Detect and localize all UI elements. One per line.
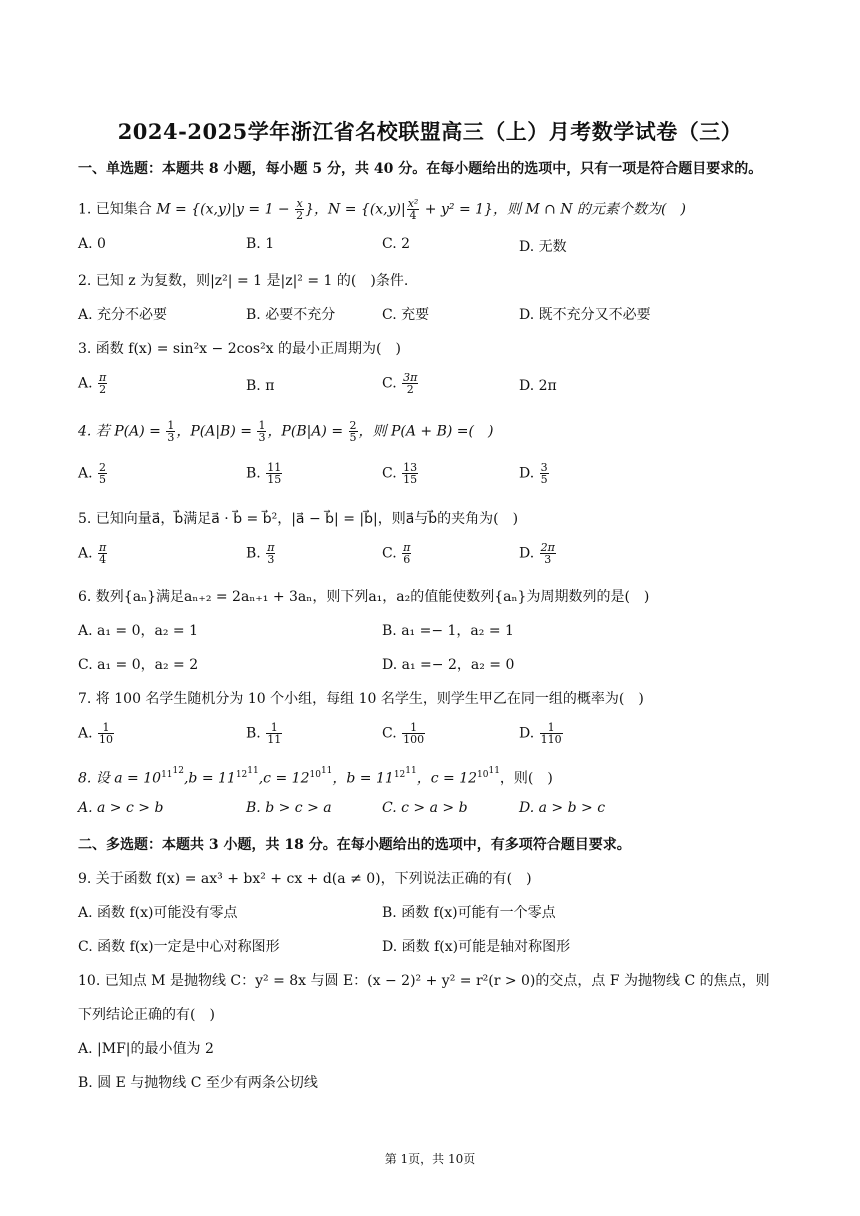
section-multi-choice: 二、多选题：本题共 3 小题，共 18 分。在每小题给出的选项中，有多项符合题目要求。 (78, 837, 631, 853)
q1-option-c: C. 2 (382, 236, 411, 252)
q7-option-c: C. $\frac{1}{100}$ (382, 721, 425, 746)
q10-option-a: A. |MF|的最小值为 2 (78, 1041, 214, 1057)
question-8: 8. 设 $a = 10^{11^{12}},b = 11^{12^{11}},c = 12^{10^{11}}$，$b = 11^{12^{11}}$，$c = 12^{10^{11}}$，则( ) (78, 766, 553, 787)
page-footer: 第 1页，共 10页 (384, 1152, 476, 1166)
q9-option-a: A. 函数 f(x)可能没有零点 (78, 905, 238, 921)
q4-option-d: D. $\frac{3}{5}$ (519, 461, 548, 486)
q7-option-b: B. $\frac{1}{11}$ (246, 721, 282, 746)
question-3: 3. 函数 f(x) = sin²x − 2cos²x 的最小正周期为( ) (78, 341, 401, 357)
question-9: 9. 关于函数 f(x) = ax³ + bx² + cx + d(a ≠ 0)，下列说法正确的有( ) (78, 871, 532, 887)
q2-option-d: D. 既不充分又不必要 (519, 307, 651, 323)
q1-option-b: B. 1 (246, 236, 275, 252)
q2-option-b: B. 必要不充分 (246, 307, 336, 323)
q5-option-c: C. $\frac{\pi}{6}$ (382, 541, 411, 566)
q4-option-a: A. $\frac{2}{5}$ (78, 461, 107, 486)
q6-option-a: A. a₁ = 0，a₂ = 1 (78, 623, 199, 639)
q10-option-b: B. 圆 E 与抛物线 C 至少有两条公切线 (78, 1075, 318, 1091)
section-single-choice: 一、单选题：本题共 8 小题，每小题 5 分，共 40 分。在每小题给出的选项中，只有一项是符合题目要求的。 (78, 161, 763, 177)
question-10-line-2: 下列结论正确的有( ) (78, 1007, 215, 1023)
q9-option-d: D. 函数 f(x)可能是轴对称图形 (382, 939, 571, 955)
q5-option-a: A. $\frac{\pi}{4}$ (78, 541, 107, 566)
q9-option-b: B. 函数 f(x)可能有一个零点 (382, 905, 556, 921)
question-6: 6. 数列{aₙ}满足aₙ₊₂ = 2aₙ₊₁ + 3aₙ，则下列a₁，a₂的值能使数列{aₙ}为周期数列的是( ) (78, 589, 650, 605)
question-7: 7. 将 100 名学生随机分为 10 个小组，每组 10 名学生，则学生甲乙在同一组的概率为( ) (78, 691, 644, 707)
question-4: 4. 若 P(A) = $\frac{1}{3}$ ，P(A|B) = $\frac{1}{3}$ ，P(B|A) = $\frac{2}{5}$ ，则 P(A + B) =( ) (78, 419, 494, 444)
q6-option-c: C. a₁ = 0，a₂ = 2 (78, 657, 199, 673)
question-1: 1. 已知集合 M = {(x,y)|y = 1 − $\frac{x}{2}$ }，N = {(x,y)| $\frac{\text{x²}}{4}$ + y² = 1}，则 M ∩ N 的元素个数为( ) (78, 197, 686, 222)
q8-option-c: C. c > a > b (382, 800, 468, 816)
q4-option-c: C. $\frac{13}{15}$ (382, 461, 418, 486)
q1-option-a: A. 0 (78, 236, 106, 252)
q3-option-d: D. 2π (519, 378, 557, 394)
q8-option-a: A. a > c > b (78, 800, 164, 816)
q8-option-b: B. b > c > a (246, 800, 332, 816)
q3-option-a: A. $\frac{\pi}{2}$ (78, 371, 107, 396)
question-5: 5. 已知向量a⃗，b⃗满足a⃗ · b⃗ = b⃗²，|a⃗ − b⃗| = |b⃗|，则a⃗与b⃗的夹角为( ) (78, 511, 519, 527)
q6-option-b: B. a₁ =− 1，a₂ = 1 (382, 623, 514, 639)
q6-option-d: D. a₁ =− 2，a₂ = 0 (382, 657, 515, 673)
q7-option-d: D. $\frac{1}{110}$ (519, 721, 562, 746)
question-2: 2. 已知 z 为复数，则|z²| = 1 是|z|² = 1 的( )条件. (78, 273, 409, 289)
q3-option-c: C. $\frac{3\pi}{2}$ (382, 371, 418, 396)
q9-option-c: C. 函数 f(x)一定是中心对称图形 (78, 939, 280, 955)
q3-option-b: B. π (246, 378, 275, 394)
q7-option-a: A. $\frac{1}{10}$ (78, 721, 114, 746)
q2-option-c: C. 充要 (382, 307, 430, 323)
q5-option-b: B. $\frac{\pi}{3}$ (246, 541, 275, 566)
page-title: 2024-2025学年浙江省名校联盟高三（上）月考数学试卷（三） (117, 119, 743, 144)
q8-option-d: D. a > b > c (519, 800, 606, 816)
q2-option-a: A. 充分不必要 (78, 307, 168, 323)
question-10-line-1: 10. 已知点 M 是抛物线 C：y² = 8x 与圆 E：(x − 2)² + y² = r²(r > 0)的交点，点 F 为抛物线 C 的焦点，则 (78, 973, 770, 989)
q4-option-b: B. $\frac{11}{15}$ (246, 461, 282, 486)
q1-option-d: D. 无数 (519, 239, 567, 255)
q5-option-d: D. $\frac{2\pi}{3}$ (519, 541, 555, 566)
